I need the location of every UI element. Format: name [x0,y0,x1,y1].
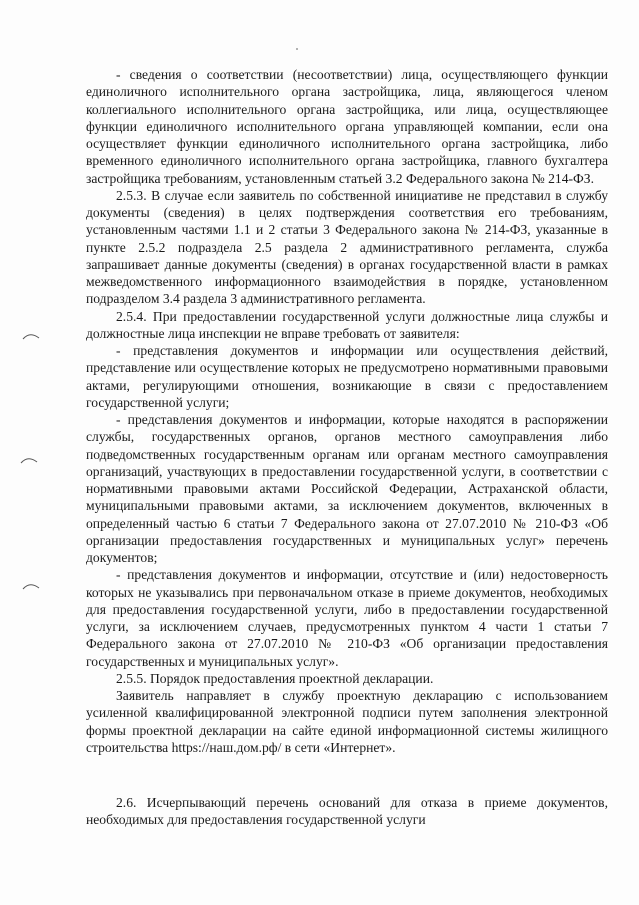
paragraph-declaration-submission: Заявитель направляет в службу проектную декларацию с использованием усиленной квалифицированной электронной подписи путем заполнения электронной формы проектной декларации на сайте единой информационной системы жилищного строительства https://наш.дом.рф/ в сети «Интернет». [86,688,608,755]
punch-hole-mark [22,582,40,590]
paragraph-2-5-3: 2.5.3. В случае если заявитель по собственной инициативе не представил в службу документы (сведения) в целях подтверждения соответствия его требованиям, установленным частями 1.1 и 2 статьи 3 Федерального закона № 214-ФЗ, указанные в пункте 2.5.2 подраздела 2.5 раздела 2 административного регламента, служба запрашивает данные документы (сведения) в органах государственной власти в рамках межведомственного информационного взаимодействия в порядке, установленном подразделом 3.4 раздела 3 административного регламента. [86,187,608,307]
punch-hole-mark [22,332,40,340]
list-item-documents-actions: - представления документов и информации или осуществления действий, представление или осуществление которых не предусмотрено нормативными правовыми актами, регулирующими отношения, возникающие в связи с предоставлением государственной услуги; [86,343,608,410]
paragraph-2-5-5: 2.5.5. Порядок предоставления проектной декларации. [116,670,434,686]
section-heading-2-6: 2.6. Исчерпывающий перечень оснований для отказа в приеме документов, необходимых для предоставления государственной услуги [86,795,608,828]
paragraph-2-5-4: 2.5.4. При предоставлении государственной услуги должностные лица службы и должностные лица инспекции не вправе требовать от заявителя: [86,308,608,341]
scan-dot [296,48,298,50]
list-item-documents-in-possession: - представления документов и информации, которые находятся в распоряжении службы, государственных органов, органов местного самоуправления либо подведомственных государственным органам или органам местного самоуправления организаций, участвующих в предоставлении государственной услуги, в соответствии с нормативными правовыми актами Российской Федерации, Астраханской области, муниципальными правовыми актами, за исключением документов, включенных в определенный частью 6 статьи 7 Федерального закона от 27.07.2010 № 210-ФЗ «Об организации предоставления государственных и муниципальных услуг» перечень документов; [86,412,608,565]
paragraph-director-info: - сведения о соответствии (несоответствии) лица, осуществляющего функции единоличного исполнительного органа застройщика, лица, являющегося членом коллегиального исполнительного органа застройщика, или лица, осуществляющее функции единоличного исполнительного органа управляющей компании, если она осуществляет функции единоличного исполнительного органа застройщика, либо временного единоличного исполнительного органа застройщика, главного бухгалтера застройщика требованиям, установленным статьей 3.2 Федерального закона № 214-ФЗ. [86,67,608,186]
punch-hole-mark [20,456,38,464]
document-body [86,66,608,829]
list-item-documents-not-indicated: - представления документов и информации, отсутствие и (или) недостоверность которых не указывались при первоначальном отказе в приеме документов, необходимых для предоставления государственной услуги, либо в предоставлении государственной услуги, за исключением случаев, предусмотренных пунктом 4 части 1 статьи 7 Федерального закона от 27.07.2010 № 210-ФЗ «Об организации предоставления государственных и муниципальных услуг». [86,567,608,669]
section-gap [86,756,608,794]
